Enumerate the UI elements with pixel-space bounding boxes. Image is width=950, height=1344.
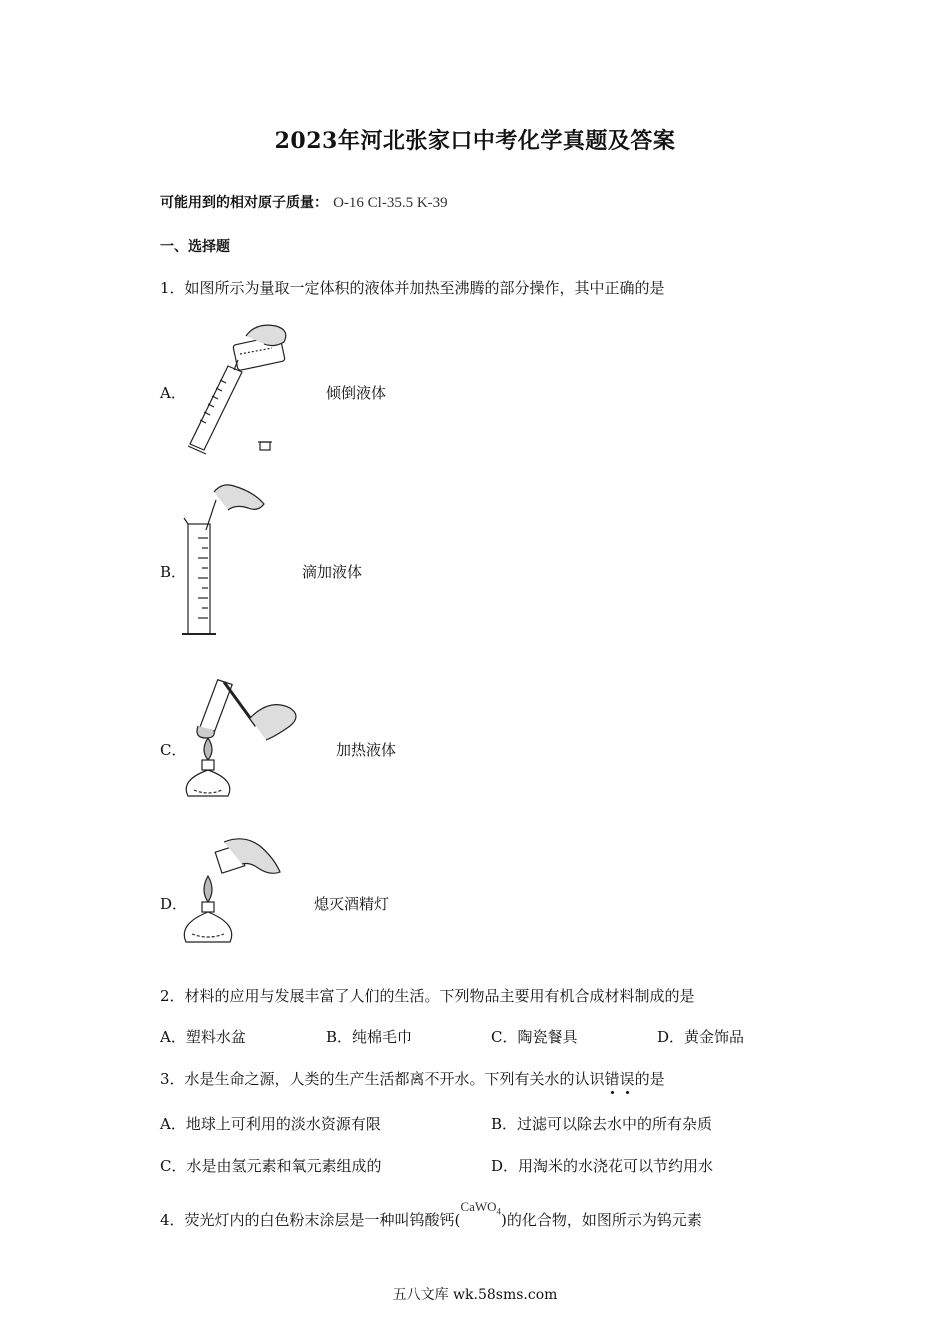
drop-liquid-illustration — [180, 478, 270, 640]
q4-stem-end: )的化合物，如图所示为钨元素 — [501, 1211, 702, 1229]
q2-option-c: C．陶瓷餐具 — [491, 1028, 578, 1046]
section-heading: 一、选择题 — [160, 239, 230, 255]
q2-option-b: B．纯棉毛巾 — [326, 1028, 413, 1046]
q1-option-d-caption: 熄灭酒精灯 — [314, 895, 390, 913]
atomic-mass-line — [160, 192, 448, 212]
q1-option-a-caption: 倾倒液体 — [326, 384, 387, 402]
q4-stem — [160, 1199, 702, 1231]
atomic-mass-label: 可能用到的相对原子质量： — [160, 195, 328, 211]
q4-formula-subscript: 4 — [496, 1206, 502, 1217]
q1-stem: 1．如图所示为量取一定体积的液体并加热至沸腾的部分操作，其中正确的是 — [160, 279, 665, 297]
q3-emphasis-char-2: 误 — [619, 1070, 635, 1088]
q4-formula-main: CaWO — [460, 1199, 497, 1214]
document-title: 2023年河北张家口中考化学真题及答案 — [274, 128, 676, 154]
q3-option-d: D．用淘米的水浇花可以节约用水 — [491, 1157, 714, 1175]
atomic-mass-values: O-16 Cl-35.5 K-39 — [333, 195, 448, 211]
q3-stem — [160, 1068, 665, 1089]
q1-option-d-letter: D． — [160, 895, 188, 913]
q3-option-c: C．水是由氢元素和氧元素组成的 — [160, 1157, 382, 1175]
q4-stem-start: 4．荧光灯内的白色粉末涂层是一种叫钨酸钙( — [160, 1211, 461, 1229]
extinguish-lamp-illustration — [180, 836, 284, 948]
q1-option-b-letter: B． — [160, 563, 187, 581]
q3-option-b: B．过滤可以除去水中的所有杂质 — [491, 1115, 713, 1133]
q3-option-a: A．地球上可利用的淡水资源有限 — [160, 1115, 381, 1133]
footer-watermark: 五八文库 wk.58sms.com — [392, 1287, 558, 1303]
q1-option-a-letter: A． — [160, 384, 186, 402]
q1-option-c-caption: 加热液体 — [336, 741, 397, 759]
q3-stem-end: 的是 — [634, 1070, 665, 1088]
q1-option-b-caption: 滴加液体 — [302, 563, 363, 581]
q3-stem-start: 3．水是生命之源，人类的生产生活都离不开水。下列有关水的认识 — [160, 1070, 605, 1088]
q1-option-c-letter: C． — [160, 741, 187, 759]
q2-stem: 2．材料的应用与发展丰富了人们的生活。下列物品主要用有机合成材料制成的是 — [160, 987, 695, 1005]
q2-option-a: A．塑料水盆 — [160, 1028, 246, 1046]
q3-emphasis-char-1: 错 — [604, 1070, 620, 1088]
q4-formula — [460, 1199, 502, 1217]
heat-liquid-illustration — [178, 672, 306, 800]
pour-liquid-illustration — [180, 318, 300, 458]
q2-option-d: D．黄金饰品 — [657, 1028, 745, 1046]
